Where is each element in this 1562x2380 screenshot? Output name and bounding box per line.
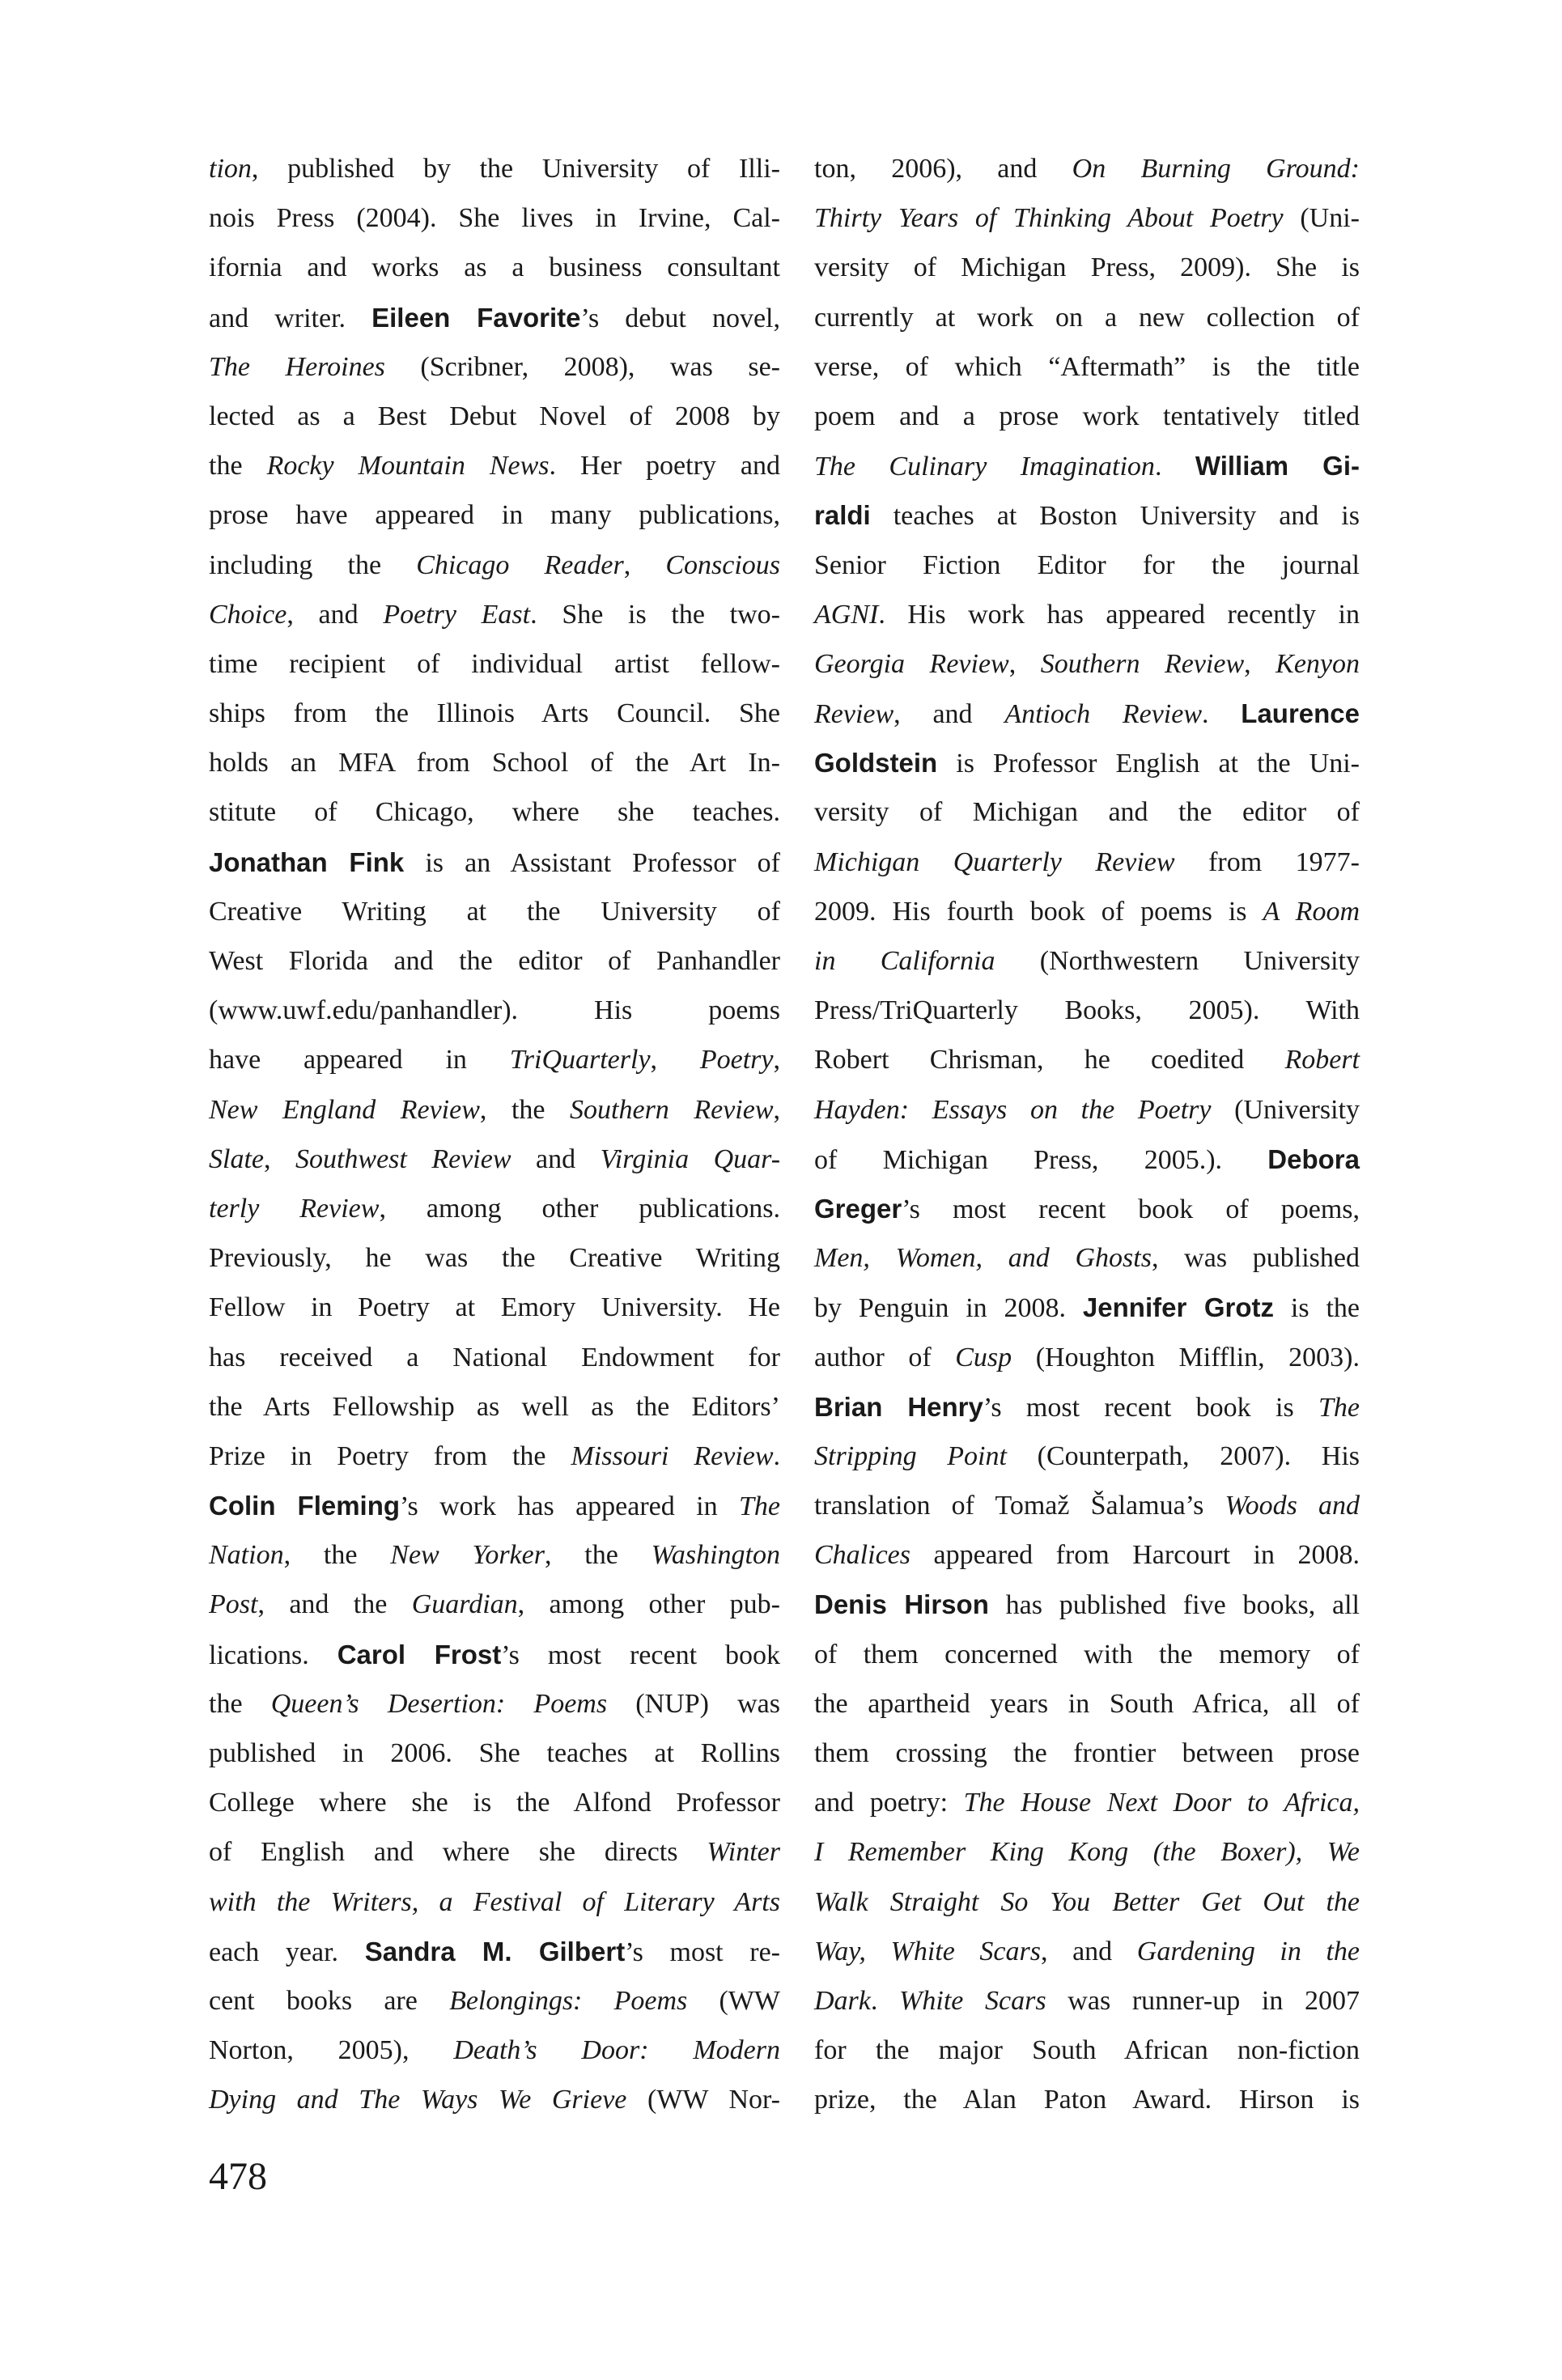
contributor-name: Brian Henry [814,1391,983,1422]
text-line [209,342,780,392]
text-line [209,541,780,590]
italic-title: Washington [651,1540,780,1571]
text-run: is an Assistant Professor of [404,847,780,878]
text-line [814,1135,1360,1184]
text-run: . His work has appeared recently in [878,599,1360,630]
text-line [814,689,1360,738]
text-line [814,936,1360,986]
text-run: , [773,1045,780,1075]
text-run: , [623,549,666,580]
text-run: (Houghton Mifflin, 2003). [1012,1342,1360,1372]
contributor-name: Carol Frost [337,1639,502,1669]
italic-title: New Yorker [390,1540,545,1571]
text-line [814,1630,1360,1679]
text-run: Senior Fiction Editor for the journal [814,549,1360,580]
text-line [209,838,780,887]
text-run: holds an MFA from School of the Art In- [209,748,780,778]
text-run: the [209,451,267,482]
italic-title: Poetry East [383,599,531,630]
text-run: have appeared in [209,1045,510,1075]
text-line [209,1481,780,1530]
text-run: . [773,1440,780,1471]
text-run: (University [1211,1094,1360,1125]
text-run: time recipient of individual artist fellow- [209,648,780,679]
italic-title: Missouri Review [571,1440,774,1471]
text-line [814,1382,1360,1432]
text-line [814,1877,1360,1927]
text-run: of them concerned with the memory of [814,1639,1360,1669]
contributor-name: William Gi- [1195,451,1360,482]
text-run: ’s most recent book is [983,1392,1318,1423]
text-line [209,293,780,342]
italic-title: Georgia Review [814,648,1009,679]
text-run: ton, 2006), and [814,154,1072,184]
text-run: Prize in Poetry from the [209,1440,571,1471]
text-run: and [511,1143,601,1174]
text-run: , among other pub- [517,1589,780,1620]
italic-title: Gardening in the [1136,1936,1360,1966]
text-run: by Penguin in 2008. [814,1293,1083,1324]
text-line [814,1283,1360,1332]
italic-title: Men, Women, and Ghosts [814,1243,1152,1274]
text-run: , and the [257,1589,412,1620]
text-run: (NUP) was [607,1688,780,1719]
text-line [209,392,780,441]
text-run: for the major South African non-fiction [814,2035,1360,2066]
text-line [209,1630,780,1679]
text-line [814,144,1360,193]
italic-title: Cusp [955,1342,1012,1372]
text-run: was runner-up in 2007 [1046,1985,1360,2016]
italic-title: Belongings: Poems [449,1985,688,2016]
italic-title: Stripping Point [814,1440,1007,1471]
text-line [209,441,780,490]
italic-title: The Heroines [209,351,385,382]
text-run: verse, of which “Aftermath” is the title [814,351,1360,382]
text-line [209,2075,780,2124]
contributor-name: Eileen Favorite [371,302,581,333]
italic-title: Dark [814,1985,871,2016]
italic-title: The [738,1491,780,1522]
text-line [814,2075,1360,2124]
contributor-name: Denis Hirson [814,1589,989,1620]
italic-title: White Scars [899,1985,1046,2016]
text-run: , published by the University of Illi- [251,154,780,184]
italic-title: Guardian [411,1589,518,1620]
italic-title: Thirty Years of Thinking About Poetry [814,203,1284,234]
text-run: Fellow in Poetry at Emory University. He [209,1292,780,1323]
contributor-name: Laurence [1241,698,1360,729]
text-line [814,243,1360,292]
text-run: them crossing the frontier between prose [814,1738,1360,1768]
text-run: ’s debut novel, [580,303,780,333]
text-line [209,1085,780,1135]
text-line [814,1679,1360,1729]
italic-title: Southwest Review [295,1143,511,1174]
text-line [209,1827,780,1877]
text-line [814,1729,1360,1778]
text-run: has published five books, all [988,1590,1360,1621]
text-line [209,1184,780,1233]
text-line [209,243,780,292]
text-line [209,1333,780,1382]
text-line [814,1976,1360,2026]
text-run: . [1154,452,1195,482]
text-run: ’s most recent book [501,1640,780,1670]
text-line [814,639,1360,689]
text-run: West Florida and the editor of Panhandler [209,946,780,976]
text-line [814,787,1360,837]
italic-title: Dying and The Ways We Grieve [209,2085,627,2115]
text-line [209,738,780,787]
text-run: and poetry: [814,1788,964,1818]
text-run: (Uni- [1283,203,1360,234]
text-run: ifornia and works as a business consultant [209,252,780,283]
text-line [814,986,1360,1035]
text-run: (Scribner, 2008), was se- [384,351,780,382]
left-text-column [209,144,780,2125]
text-run: currently at work on a new collection of [814,302,1360,333]
italic-title: Choice [209,599,287,630]
text-run: appeared from Harcourt in 2008. [910,1540,1360,1571]
text-run: , [1008,648,1041,679]
text-line [209,1432,780,1481]
text-line [209,887,780,936]
text-run: . She is the two- [530,599,781,630]
italic-title: in California [814,946,995,976]
text-line [209,689,780,738]
text-run: , and [1040,1936,1137,1966]
italic-title: Hayden: Essays on the Poetry [814,1094,1212,1125]
text-run: 2009. His fourth book of poems is [814,896,1263,927]
text-line [209,144,780,193]
italic-title: Woods and [1225,1491,1360,1521]
italic-title: Antioch Review [1004,699,1202,730]
text-line [814,293,1360,342]
text-run: ’s most re- [625,1937,781,1967]
text-line [209,1778,780,1827]
text-run: prose have appeared in many publications, [209,500,780,531]
page-number: 478 [209,2155,267,2198]
text-line [209,2026,780,2075]
text-line [814,541,1360,590]
text-run: prize, the Alan Paton Award. Hirson is [814,2085,1360,2115]
text-run: lications. [209,1640,337,1670]
text-line [209,1233,780,1283]
italic-title: Chicago Reader [416,549,624,580]
text-line [209,193,780,243]
text-run: (Northwestern University [995,946,1360,976]
italic-title: On Burning Ground: [1072,154,1360,184]
text-line [209,787,780,837]
text-run: poem and a prose work tentatively titled [814,401,1360,431]
text-line [814,1580,1360,1629]
text-line [814,1233,1360,1283]
text-run: the apartheid years in South Africa, all of [814,1688,1360,1719]
text-line [209,1580,780,1629]
text-run: versity of Michigan Press, 2009). She is [814,252,1360,283]
text-run: ships from the Illinois Arts Council. She [209,698,780,729]
italic-title: tion [209,154,252,184]
text-run: is Professor English at the Uni- [937,749,1360,779]
text-run: . [1202,699,1242,730]
text-line [209,490,780,540]
text-line [814,1481,1360,1530]
contributor-name: Jonathan Fink [209,846,405,877]
italic-title: Southern Review [1040,648,1245,679]
text-run: teaches at Boston University and is [870,501,1360,532]
contributor-name: Greger [814,1193,902,1224]
text-run: Press/TriQuarterly Books, 2005). With [814,995,1360,1026]
text-run: . Her poetry and [549,451,780,482]
text-line [814,490,1360,540]
text-run: , among other publications. [379,1193,780,1224]
text-run: published in 2006. She teaches at Rollins [209,1738,780,1768]
text-run: each year. [209,1937,365,1967]
text-run: , [773,1094,781,1125]
text-run: including the [209,549,417,580]
text-run: , [1244,648,1276,679]
text-line [209,1927,780,1976]
text-line [814,1530,1360,1580]
text-line [814,193,1360,243]
text-line [209,590,780,639]
text-run: , the [283,1540,391,1571]
text-run: , was published [1151,1243,1360,1274]
italic-title: A Room [1263,896,1360,927]
italic-title: Rocky Mountain News [266,451,550,482]
text-run: of English and where she directs [209,1837,707,1868]
text-line [814,1432,1360,1481]
text-run: the Arts Fellowship as well as the Editors’ [209,1391,780,1422]
text-line [814,392,1360,441]
text-line [209,1976,780,2026]
text-run: , and [287,599,384,630]
text-line [814,1827,1360,1877]
text-run: , the [479,1094,571,1125]
contributor-name: Jennifer Grotz [1082,1292,1275,1323]
text-line [209,1729,780,1778]
text-line [209,936,780,986]
italic-title: Kenyon [1275,648,1360,679]
text-run: College where she is the Alfond Professor [209,1788,780,1818]
text-run: Creative Writing at the University of [209,896,780,927]
italic-title: Way, White Scars [814,1936,1041,1966]
italic-title: TriQuarterly [509,1045,651,1075]
text-line [209,986,780,1035]
text-run: versity of Michigan and the editor of [814,797,1360,828]
text-run: nois Press (2004). She lives in Irvine, Cal- [209,203,780,234]
text-run: Robert Chrisman, he coedited [814,1045,1285,1075]
text-run: ’s most recent book of poems, [902,1194,1360,1224]
italic-title: Post [209,1589,258,1620]
italic-title: Poetry [699,1045,774,1075]
text-run: translation of Tomaž Šalamua’s [814,1491,1225,1521]
text-run: , [263,1143,295,1174]
text-line [814,1778,1360,1827]
text-run: is the [1274,1293,1360,1324]
italic-title: AGNI [814,599,879,630]
italic-title: The [1318,1392,1360,1423]
italic-title: Nation [209,1540,284,1571]
text-line [814,1333,1360,1382]
text-run: , the [544,1540,652,1571]
italic-title: Slate [209,1143,264,1174]
text-line [814,2026,1360,2075]
italic-title: Death’s Door: Modern [453,2035,780,2066]
italic-title: New England Review [209,1094,480,1125]
italic-title: with the Writers, a Festival of Literary Arts [209,1886,780,1917]
text-run: lected as a Best Debut Novel of 2008 by [209,401,780,431]
text-line [814,1184,1360,1233]
italic-title: The House Next Door to Africa, [963,1788,1360,1818]
text-run: . [870,1985,900,2016]
text-line [209,1877,780,1927]
text-run: , and [893,699,1005,730]
text-line [814,1085,1360,1135]
text-run: Norton, 2005), [209,2035,454,2066]
italic-title: Robert [1284,1045,1360,1075]
text-line [209,1135,780,1184]
contributor-name: Sandra M. Gilbert [364,1936,626,1966]
contributor-name: raldi [814,500,871,531]
contributor-name: Debora [1267,1143,1360,1174]
text-run: has received a National Endowment for [209,1342,780,1372]
contributor-name: Colin Fleming [209,1491,401,1521]
italic-title: Conscious [665,549,780,580]
text-run: (WW Nor- [626,2085,780,2115]
text-run: (www.uwf.edu/panhandler). His poems [209,995,780,1026]
text-run: ’s work has appeared in [400,1491,739,1522]
text-line [209,1530,780,1580]
text-line [814,1927,1360,1976]
text-run: stitute of Chicago, where she teaches. [209,797,780,828]
text-run: of Michigan Press, 2005.). [814,1144,1268,1175]
italic-title: Chalices [814,1540,910,1571]
text-line [209,1382,780,1432]
italic-title: Walk Straight So You Better Get Out the [814,1886,1360,1917]
text-line [209,1679,780,1729]
text-line [814,838,1360,887]
text-line [814,590,1360,639]
text-line [209,1283,780,1332]
text-run: the [209,1688,271,1719]
text-run: (WW [687,1985,780,2016]
italic-title: Queen’s Desertion: Poems [270,1688,608,1719]
text-run: cent books are [209,1985,450,2016]
text-run: and writer. [209,303,372,333]
text-run: author of [814,1342,956,1372]
text-line [814,441,1360,490]
right-text-column [814,144,1360,2125]
text-run: , [650,1045,700,1075]
text-run: from 1977- [1174,846,1360,877]
italic-title: Michigan Quarterly Review [814,846,1175,877]
italic-title: The Culinary Imagination [814,452,1155,482]
contributor-name: Goldstein [814,748,938,778]
text-line [814,342,1360,392]
text-run: (Counterpath, 2007). His [1006,1440,1360,1471]
italic-title: Southern Review [570,1094,774,1125]
text-line [814,738,1360,787]
text-line [209,1035,780,1084]
italic-title: terly Review [209,1193,380,1224]
text-line [814,1035,1360,1084]
italic-title: Virginia Quar- [600,1143,781,1174]
text-line [209,639,780,689]
text-run: Previously, he was the Creative Writing [209,1243,780,1274]
italic-title: I Remember King Kong (the Boxer), We [814,1837,1360,1868]
text-line [814,887,1360,936]
italic-title: Winter [707,1837,780,1868]
italic-title: Review [814,699,894,730]
